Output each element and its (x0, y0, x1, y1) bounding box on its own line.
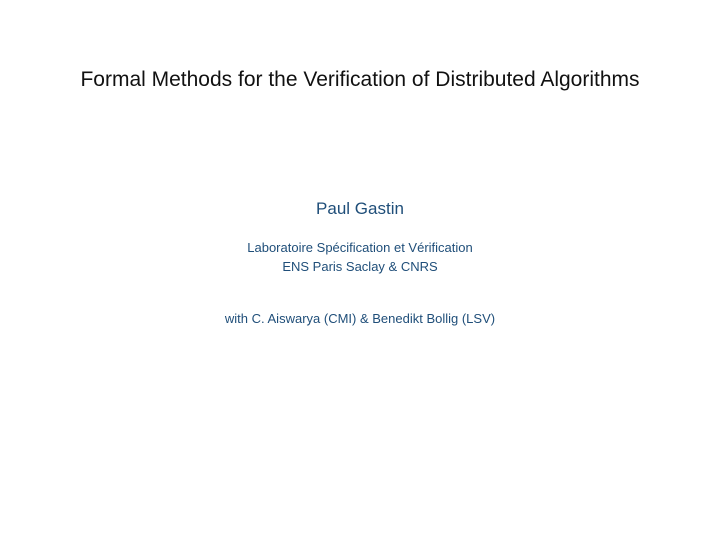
slide-title: Formal Methods for the Verification of Distributed Algorithms (80, 68, 640, 91)
collaborators-line: with C. Aiswarya (CMI) & Benedikt Bollig (LSV) (224, 311, 496, 326)
affiliation-line-1: Laboratoire Spécification et Vérification (247, 240, 473, 255)
author-name: Paul Gastin (316, 199, 404, 218)
affiliation-line-2: ENS Paris Saclay & CNRS (282, 259, 438, 274)
